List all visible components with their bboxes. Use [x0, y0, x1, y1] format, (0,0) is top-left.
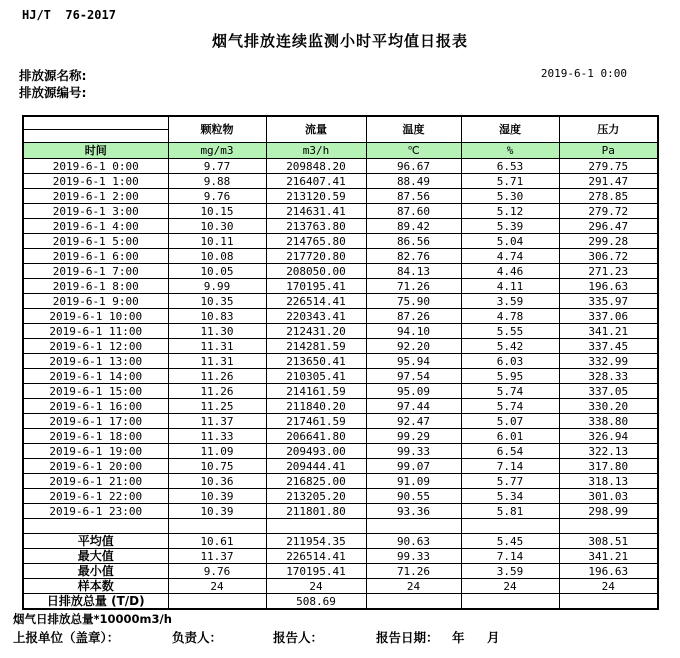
value-cell: 94.10 — [366, 324, 461, 339]
time-cell: 2019-6-1 16:00 — [23, 399, 168, 414]
value-cell: 296.47 — [559, 219, 658, 234]
time-cell: 2019-6-1 9:00 — [23, 294, 168, 309]
value-cell: 11.33 — [168, 429, 266, 444]
value-cell: 317.80 — [559, 459, 658, 474]
value-cell: 10.39 — [168, 504, 266, 519]
value-cell: 11.09 — [168, 444, 266, 459]
value-cell: 6.54 — [461, 444, 559, 459]
value-cell: 226514.41 — [266, 294, 366, 309]
value-cell: 4.11 — [461, 279, 559, 294]
summary-row — [23, 564, 658, 579]
value-cell: 328.33 — [559, 369, 658, 384]
value-cell: 299.28 — [559, 234, 658, 249]
time-cell: 2019-6-1 19:00 — [23, 444, 168, 459]
summary-value-cell: 508.69 — [266, 594, 366, 610]
table-row — [23, 279, 658, 294]
value-cell: 82.76 — [366, 249, 461, 264]
time-cell: 2019-6-1 20:00 — [23, 459, 168, 474]
value-cell: 84.13 — [366, 264, 461, 279]
value-cell: 87.26 — [366, 309, 461, 324]
value-cell: 271.23 — [559, 264, 658, 279]
time-header: 时间 — [23, 143, 168, 159]
value-cell: 6.01 — [461, 429, 559, 444]
value-cell: 95.09 — [366, 384, 461, 399]
summary-label-cell: 样本数 — [23, 579, 168, 594]
value-cell: 87.56 — [366, 189, 461, 204]
value-cell: 10.15 — [168, 204, 266, 219]
time-cell: 2019-6-1 1:00 — [23, 174, 168, 189]
value-cell: 11.26 — [168, 384, 266, 399]
summary-value-cell: 196.63 — [559, 564, 658, 579]
value-cell: 10.11 — [168, 234, 266, 249]
value-cell: 291.47 — [559, 174, 658, 189]
value-cell: 10.08 — [168, 249, 266, 264]
summary-value-cell — [366, 594, 461, 610]
value-cell: 93.36 — [366, 504, 461, 519]
summary-value-cell: 24 — [168, 579, 266, 594]
separator-rows — [23, 519, 658, 534]
value-cell: 10.30 — [168, 219, 266, 234]
value-cell: 99.29 — [366, 429, 461, 444]
value-cell: 5.81 — [461, 504, 559, 519]
table-row — [23, 264, 658, 279]
value-cell: 213120.59 — [266, 189, 366, 204]
table-row — [23, 489, 658, 504]
value-cell: 279.72 — [559, 204, 658, 219]
value-cell: 213763.80 — [266, 219, 366, 234]
summary-value-cell: 24 — [366, 579, 461, 594]
source-id-label: 排放源编号: — [19, 85, 87, 100]
value-cell: 214281.59 — [266, 339, 366, 354]
page-title: 烟气排放连续监测小时平均值日报表 — [211, 32, 468, 50]
value-cell: 10.83 — [168, 309, 266, 324]
summary-value-cell: 10.61 — [168, 534, 266, 549]
table-row — [23, 399, 658, 414]
summary-value-cell: 308.51 — [559, 534, 658, 549]
value-cell: 209493.00 — [266, 444, 366, 459]
table-row — [23, 504, 658, 519]
time-cell: 2019-6-1 6:00 — [23, 249, 168, 264]
column-header-particulate: 颗粒物 — [168, 116, 266, 143]
summary-value-cell: 9.76 — [168, 564, 266, 579]
value-cell: 337.06 — [559, 309, 658, 324]
table-row — [23, 339, 658, 354]
value-cell: 92.20 — [366, 339, 461, 354]
time-cell: 2019-6-1 3:00 — [23, 204, 168, 219]
value-cell: 209444.41 — [266, 459, 366, 474]
table-row — [23, 309, 658, 324]
value-cell: 341.21 — [559, 324, 658, 339]
value-cell: 6.53 — [461, 159, 559, 174]
summary-label-cell: 最大值 — [23, 549, 168, 564]
value-cell: 5.74 — [461, 399, 559, 414]
time-cell: 2019-6-1 8:00 — [23, 279, 168, 294]
value-cell: 9.77 — [168, 159, 266, 174]
empty-row — [23, 519, 658, 534]
value-cell: 92.47 — [366, 414, 461, 429]
time-cell: 2019-6-1 4:00 — [23, 219, 168, 234]
summary-label-cell: 平均值 — [23, 534, 168, 549]
table-row — [23, 444, 658, 459]
data-rows — [23, 159, 658, 519]
value-cell: 9.76 — [168, 189, 266, 204]
value-cell: 5.34 — [461, 489, 559, 504]
value-cell: 5.39 — [461, 219, 559, 234]
time-cell: 2019-6-1 23:00 — [23, 504, 168, 519]
column-header-flow: 流量 — [266, 116, 366, 143]
source-name-label: 排放源名称: — [19, 68, 87, 83]
table-row — [23, 384, 658, 399]
value-cell: 11.37 — [168, 414, 266, 429]
value-cell: 214765.80 — [266, 234, 366, 249]
table-row — [23, 234, 658, 249]
value-cell: 196.63 — [559, 279, 658, 294]
value-cell: 5.04 — [461, 234, 559, 249]
value-cell: 216825.00 — [266, 474, 366, 489]
header-row-top — [23, 116, 658, 130]
value-cell: 95.94 — [366, 354, 461, 369]
value-cell: 211801.80 — [266, 504, 366, 519]
value-cell: 278.85 — [559, 189, 658, 204]
time-cell: 2019-6-1 18:00 — [23, 429, 168, 444]
report-table — [22, 115, 659, 610]
summary-row — [23, 549, 658, 564]
summary-row — [23, 579, 658, 594]
value-cell: 217720.80 — [266, 249, 366, 264]
time-cell: 2019-6-1 7:00 — [23, 264, 168, 279]
value-cell: 216407.41 — [266, 174, 366, 189]
value-cell: 5.71 — [461, 174, 559, 189]
value-cell: 91.09 — [366, 474, 461, 489]
value-cell: 97.54 — [366, 369, 461, 384]
value-cell: 89.42 — [366, 219, 461, 234]
summary-value-cell: 11.37 — [168, 549, 266, 564]
summary-label-cell: 日排放总量 (T/D) — [23, 594, 168, 610]
value-cell: 279.75 — [559, 159, 658, 174]
time-cell: 2019-6-1 22:00 — [23, 489, 168, 504]
value-cell: 5.74 — [461, 384, 559, 399]
value-cell: 5.95 — [461, 369, 559, 384]
value-cell: 210305.41 — [266, 369, 366, 384]
summary-value-cell — [168, 594, 266, 610]
column-header-pressure: 压力 — [559, 116, 658, 143]
value-cell: 4.74 — [461, 249, 559, 264]
summary-value-cell — [461, 594, 559, 610]
table-row — [23, 414, 658, 429]
time-cell: 2019-6-1 14:00 — [23, 369, 168, 384]
value-cell: 337.05 — [559, 384, 658, 399]
value-cell: 214161.59 — [266, 384, 366, 399]
value-cell: 10.35 — [168, 294, 266, 309]
summary-value-cell: 211954.35 — [266, 534, 366, 549]
time-cell: 2019-6-1 10:00 — [23, 309, 168, 324]
table-row — [23, 219, 658, 234]
value-cell: 11.25 — [168, 399, 266, 414]
summary-rows — [23, 534, 658, 610]
summary-value-cell: 24 — [266, 579, 366, 594]
time-cell: 2019-6-1 12:00 — [23, 339, 168, 354]
time-cell: 2019-6-1 15:00 — [23, 384, 168, 399]
value-cell: 11.26 — [168, 369, 266, 384]
summary-value-cell: 24 — [461, 579, 559, 594]
value-cell: 11.31 — [168, 339, 266, 354]
table-row — [23, 174, 658, 189]
value-cell: 97.44 — [366, 399, 461, 414]
value-cell: 5.12 — [461, 204, 559, 219]
table-row — [23, 369, 658, 384]
doc-code: HJ/T 76-2017 — [22, 8, 116, 22]
value-cell: 301.03 — [559, 489, 658, 504]
value-cell: 10.39 — [168, 489, 266, 504]
value-cell: 217461.59 — [266, 414, 366, 429]
value-cell: 9.99 — [168, 279, 266, 294]
summary-value-cell: 3.59 — [461, 564, 559, 579]
value-cell: 4.78 — [461, 309, 559, 324]
responsible-label: 负责人： — [172, 630, 223, 645]
value-cell: 214631.41 — [266, 204, 366, 219]
summary-value-cell: 71.26 — [366, 564, 461, 579]
value-cell: 5.30 — [461, 189, 559, 204]
value-cell: 326.94 — [559, 429, 658, 444]
unit-temperature: ℃ — [366, 143, 461, 159]
table-row — [23, 474, 658, 489]
value-cell: 10.75 — [168, 459, 266, 474]
summary-value-cell: 5.45 — [461, 534, 559, 549]
table-row — [23, 189, 658, 204]
time-cell: 2019-6-1 17:00 — [23, 414, 168, 429]
time-cell: 2019-6-1 13:00 — [23, 354, 168, 369]
value-cell: 4.46 — [461, 264, 559, 279]
summary-value-cell: 341.21 — [559, 549, 658, 564]
unit-humidity: % — [461, 143, 559, 159]
value-cell: 213650.41 — [266, 354, 366, 369]
value-cell: 335.97 — [559, 294, 658, 309]
value-cell: 88.49 — [366, 174, 461, 189]
summary-label-cell: 最小值 — [23, 564, 168, 579]
unit-flow: m3/h — [266, 143, 366, 159]
table-row — [23, 429, 658, 444]
value-cell: 306.72 — [559, 249, 658, 264]
summary-row — [23, 534, 658, 549]
time-cell: 2019-6-1 0:00 — [23, 159, 168, 174]
value-cell: 322.13 — [559, 444, 658, 459]
value-cell: 213205.20 — [266, 489, 366, 504]
time-cell: 2019-6-1 11:00 — [23, 324, 168, 339]
value-cell: 11.31 — [168, 354, 266, 369]
reporter-label: 报告人： — [273, 630, 324, 645]
value-cell: 338.80 — [559, 414, 658, 429]
value-cell: 337.45 — [559, 339, 658, 354]
table-row — [23, 159, 658, 174]
time-cell: 2019-6-1 2:00 — [23, 189, 168, 204]
table-row — [23, 204, 658, 219]
value-cell: 9.88 — [168, 174, 266, 189]
value-cell: 211840.20 — [266, 399, 366, 414]
table-row — [23, 249, 658, 264]
table-row — [23, 459, 658, 474]
value-cell: 298.99 — [559, 504, 658, 519]
column-header-temperature: 温度 — [366, 116, 461, 143]
summary-value-cell — [559, 594, 658, 610]
value-cell: 7.14 — [461, 459, 559, 474]
summary-value-cell: 24 — [559, 579, 658, 594]
value-cell: 10.36 — [168, 474, 266, 489]
report-unit-label: 上报单位（盖章）： — [13, 630, 120, 645]
unit-row — [23, 143, 658, 159]
unit-pressure: Pa — [559, 143, 658, 159]
value-cell: 96.67 — [366, 159, 461, 174]
corner-cell-bottom — [23, 130, 168, 143]
time-cell: 2019-6-1 5:00 — [23, 234, 168, 249]
value-cell: 86.56 — [366, 234, 461, 249]
summary-value-cell: 170195.41 — [266, 564, 366, 579]
value-cell: 99.07 — [366, 459, 461, 474]
value-cell: 5.77 — [461, 474, 559, 489]
value-cell: 206641.80 — [266, 429, 366, 444]
table-row — [23, 294, 658, 309]
month-label: 月 — [487, 630, 500, 645]
value-cell: 90.55 — [366, 489, 461, 504]
value-cell: 5.55 — [461, 324, 559, 339]
value-cell: 99.33 — [366, 444, 461, 459]
column-header-humidity: 湿度 — [461, 116, 559, 143]
value-cell: 212431.20 — [266, 324, 366, 339]
value-cell: 5.42 — [461, 339, 559, 354]
value-cell: 220343.41 — [266, 309, 366, 324]
summary-value-cell: 7.14 — [461, 549, 559, 564]
summary-row — [23, 594, 658, 610]
value-cell: 75.90 — [366, 294, 461, 309]
value-cell: 318.13 — [559, 474, 658, 489]
value-cell: 10.05 — [168, 264, 266, 279]
value-cell: 330.20 — [559, 399, 658, 414]
table-row — [23, 354, 658, 369]
value-cell: 208050.00 — [266, 264, 366, 279]
report-date-label: 报告日期： — [376, 630, 439, 645]
value-cell: 5.07 — [461, 414, 559, 429]
summary-value-cell: 90.63 — [366, 534, 461, 549]
value-cell: 332.99 — [559, 354, 658, 369]
total-emission-note: 烟气日排放总量*10000m3/h — [13, 612, 172, 626]
value-cell: 209848.20 — [266, 159, 366, 174]
table-row — [23, 324, 658, 339]
report-datetime: 2019-6-1 0:00 — [540, 67, 627, 80]
value-cell: 71.26 — [366, 279, 461, 294]
time-cell: 2019-6-1 21:00 — [23, 474, 168, 489]
header-rows — [23, 116, 658, 159]
value-cell: 6.03 — [461, 354, 559, 369]
year-label: 年 — [452, 630, 465, 645]
corner-cell-top — [23, 116, 168, 130]
value-cell: 11.30 — [168, 324, 266, 339]
value-cell: 170195.41 — [266, 279, 366, 294]
value-cell: 87.60 — [366, 204, 461, 219]
value-cell: 3.59 — [461, 294, 559, 309]
unit-particulate: mg/m3 — [168, 143, 266, 159]
summary-value-cell: 226514.41 — [266, 549, 366, 564]
summary-value-cell: 99.33 — [366, 549, 461, 564]
